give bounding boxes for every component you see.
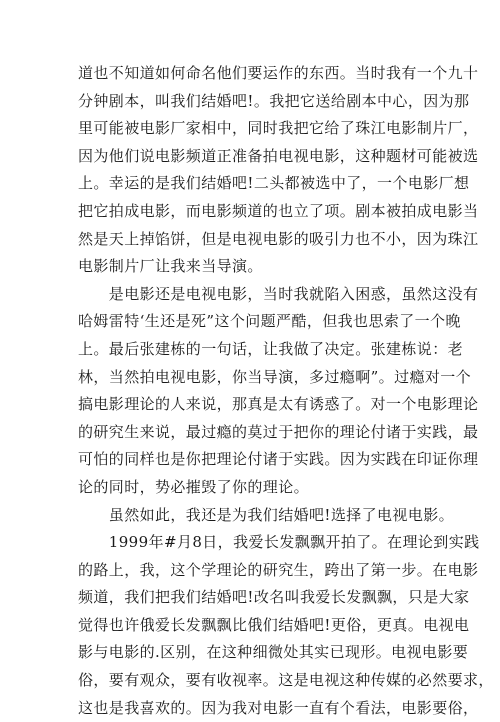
text-line: 然是天上掉馅饼，但是电视电影的吸引力也不小，因为珠江 [78, 229, 479, 248]
text-line: 里可能被电影厂家相中，同时我把它给了珠江电影制片厂， [78, 119, 479, 138]
text-line: 林，当然拍电视电影，你当导演，多过瘾啊”。过瘾对一个 [78, 367, 472, 386]
text-line: 论的同时，势必摧毁了你的理论。 [78, 477, 310, 496]
text-line: 搞电影理论的人来说，那真是太有诱惑了。对一个电影理论 [78, 395, 479, 414]
text-line: 上。幸运的是我们结婚吧!二头都被选中了，一个电影厂想 [78, 174, 470, 193]
text-line: 可怕的同样也是你把理论付诸于实践。因为实践在印证你理 [78, 450, 479, 469]
text-line: 道也不知道如何命名他们要运作的东西。当时我有一个九十 [78, 64, 479, 82]
body-text [78, 60, 494, 722]
text-line: 上。最后张建栋的一句话，让我做了决定。张建栋说：老 [78, 339, 464, 358]
text-line: 虽然如此，我还是为我们结婚吧!选择了电视电影。 [78, 505, 455, 524]
text-line: 俗，要有观众，要有收视率。这是电视这种传媒的必然要求， [78, 671, 494, 690]
text-line: 影与电影的.区别，在这种细微处其实已现形。电视电影要 [78, 643, 469, 662]
text-line: 因为他们说电影频道正准备拍电视电影，这种题材可能被选 [78, 146, 479, 165]
text-line: 的研究生来说，最过瘾的莫过于把你的理论付诸于实践，最 [78, 422, 479, 441]
text-line: 1999年#月8日，我爱长发飘飘开拍了。在理论到实践 [78, 533, 480, 552]
text-line: 这也是我喜欢的。因为我对电影一直有个看法，电影要俗， [78, 698, 479, 717]
text-line: 频道，我们把我们结婚吧!改名叫我爱长发飘飘，只是大家 [78, 588, 470, 607]
text-line: 电影制片厂让我来当导演。 [78, 257, 263, 276]
text-line: 是电影还是电视电影，当时我就陷入困惑，虽然这没有 [78, 284, 479, 303]
text-line: 的路上，我，这个学理论的研究生，跨出了第一步。在电影 [78, 560, 479, 579]
text-line: 哈姆雷特‘生还是死”这个问题严酷，但我也思索了一个晚 [78, 312, 461, 331]
text-line: 分钟剧本，叫我们结婚吧!。我把它送给剧本中心，因为那 [78, 91, 470, 110]
text-line: 把它拍成电影，而电影频道的也立了项。剧本被拍成电影当 [78, 201, 479, 220]
text-line: 觉得也许俄爱长发飘飘比俄们结婚吧!更俗，更真。电视电 [78, 615, 470, 634]
